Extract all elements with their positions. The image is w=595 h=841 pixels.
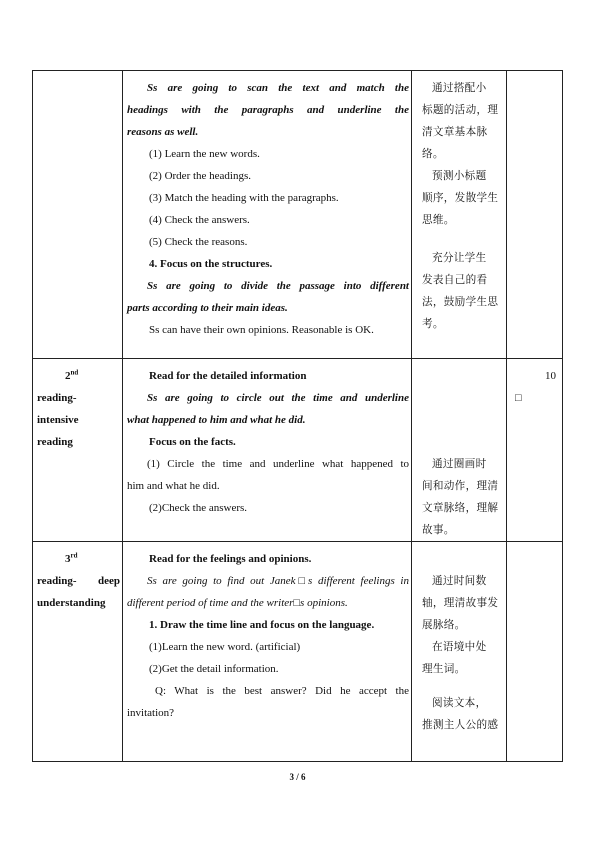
- procedure-cell: [123, 359, 412, 542]
- purpose-line: 充分让学生: [432, 252, 487, 264]
- purpose-line: 间和动作，理清: [422, 480, 499, 492]
- stage-cell: [33, 359, 123, 542]
- purpose-line: 推测主人公的感: [422, 719, 499, 731]
- procedure-line: reasons as well.: [127, 126, 199, 138]
- stage-cell: [33, 71, 123, 359]
- stage-number: 2nd: [65, 368, 79, 382]
- page-number: 3 / 6: [289, 772, 306, 782]
- purpose-cell: [412, 359, 507, 542]
- purpose-line: 络。: [422, 148, 444, 160]
- purpose-line: 轴，理清故事发: [422, 597, 499, 609]
- purpose-line: 理生词。: [422, 663, 466, 675]
- purpose-line: 故事。: [422, 524, 455, 536]
- purpose-line: 阅读文本，: [432, 697, 487, 709]
- procedure-line: what happened to him and what he did.: [127, 414, 306, 426]
- stage-label: intensive: [37, 414, 79, 426]
- procedure-line: (4) Check the answers.: [149, 214, 250, 226]
- time-cell: [507, 359, 563, 542]
- procedure-heading: 4. Focus on the structures.: [149, 258, 273, 270]
- procedure-line: (2) Order the headings.: [149, 170, 252, 182]
- procedure-line: headings with the paragraphs and underline the: [127, 104, 409, 116]
- procedure-line: (1) Circle the time and underline what happened to: [147, 458, 409, 470]
- procedure-line: Ss are going to circle out the time and underline: [147, 392, 409, 404]
- stage-label: reading-: [37, 392, 77, 404]
- procedure-line: different period of time and the writer□s opinions.: [127, 597, 348, 609]
- procedure-line: Q: What is the best answer? Did he accept the: [155, 685, 409, 697]
- procedure-line: (2)Get the detail information.: [149, 663, 279, 675]
- stage-label: reading: [37, 436, 73, 448]
- lesson-plan-table: [32, 70, 563, 762]
- purpose-line: 展脉络。: [422, 619, 466, 631]
- procedure-line: (5) Check the reasons.: [149, 236, 248, 248]
- purpose-line: 文章脉络，理解: [422, 502, 499, 514]
- procedure-heading: Focus on the facts.: [149, 436, 236, 448]
- procedure-line: Ss can have their own opinions. Reasonable is OK.: [149, 324, 374, 336]
- purpose-line: 通过搭配小: [432, 82, 487, 94]
- procedure-cell: [123, 542, 412, 762]
- procedure-line: (3) Match the heading with the paragraphs.: [149, 192, 339, 204]
- purpose-line: 清文章基本脉: [422, 126, 488, 138]
- stage-label: reading- deep: [37, 575, 120, 587]
- purpose-line: 思维。: [422, 214, 455, 226]
- purpose-line: 法，鼓励学生思: [422, 296, 499, 308]
- procedure-line: him and what he did.: [127, 480, 220, 492]
- procedure-line: Ss are going to divide the passage into different: [147, 280, 409, 292]
- procedure-line: (1) Learn the new words.: [149, 148, 260, 160]
- purpose-line: 预测小标题: [432, 170, 487, 182]
- time-cell: [507, 71, 563, 359]
- stage-label: understanding: [37, 597, 106, 609]
- purpose-line: 通过时间数: [432, 575, 487, 587]
- table-row: [33, 359, 563, 542]
- table-row: [33, 71, 563, 359]
- purpose-line: 标题的活动，理: [422, 104, 499, 116]
- procedure-line: Ss are going to scan the text and match the: [147, 82, 409, 94]
- procedure-cell: [123, 71, 412, 359]
- time-value: 10: [545, 370, 556, 382]
- stage-number: 3rd: [65, 551, 78, 565]
- purpose-line: 顺序，发散学生: [422, 192, 499, 204]
- procedure-line: Ss are going to find out Janek□s different feelings in: [147, 575, 409, 587]
- procedure-line: (2)Check the answers.: [149, 502, 248, 514]
- purpose-line: 通过圈画时: [432, 458, 487, 470]
- procedure-heading: Read for the detailed information: [149, 370, 307, 382]
- procedure-line: invitation?: [127, 707, 175, 719]
- purpose-line: 考。: [422, 318, 444, 330]
- procedure-line: (1)Learn the new word. (artificial): [149, 641, 301, 653]
- purpose-line: 发表自己的看: [422, 274, 488, 286]
- purpose-line: 在语境中处: [432, 641, 487, 653]
- purpose-cell: [412, 71, 507, 359]
- procedure-heading: 1. Draw the time line and focus on the language.: [149, 619, 375, 631]
- time-cell: [507, 542, 563, 762]
- procedure-heading: Read for the feelings and opinions.: [149, 553, 312, 565]
- stage-cell: [33, 542, 123, 762]
- time-unit: □: [515, 392, 522, 404]
- procedure-line: parts according to their main ideas.: [127, 302, 288, 314]
- table-row: [33, 542, 563, 762]
- purpose-cell: [412, 542, 507, 762]
